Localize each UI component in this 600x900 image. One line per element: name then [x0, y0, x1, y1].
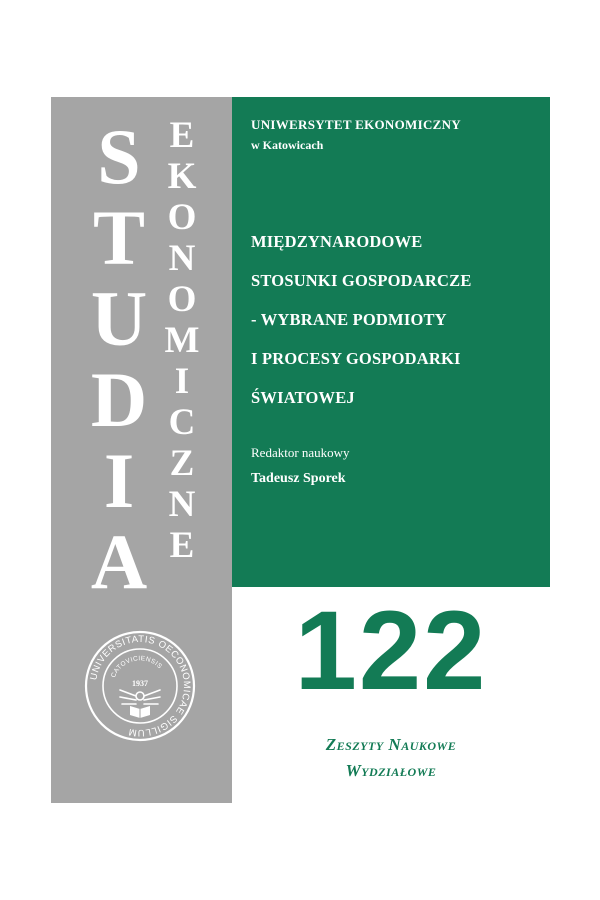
university-name: UNIWERSYTET EKONOMICZNY [251, 117, 461, 132]
studia-letter: U [90, 275, 148, 362]
ekonomiczne-letter: N [168, 484, 196, 525]
title-line: ŚWIATOWEJ [251, 388, 355, 407]
ekonomiczne-letter: Z [169, 443, 195, 484]
studia-letter: T [92, 194, 146, 281]
ekonomiczne-letter: C [168, 402, 196, 443]
book-title [251, 232, 472, 427]
ekonomiczne-letter: N [168, 238, 196, 279]
editor-label: Redaktor naukowy [251, 445, 350, 460]
university-city: w Katowicach [251, 138, 324, 152]
svg-text:CATOVICIENSIS [110, 655, 163, 679]
ekonomiczne-letter: K [167, 156, 197, 197]
series-name-line1: Zeszyty Naukowe [325, 735, 457, 754]
title-line: - WYBRANE PODMIOTY [251, 310, 447, 329]
seal-outer-text: UNIVERSITATIS OECONOMICAE SIGILLUM [88, 633, 193, 739]
cover-number-panel [232, 587, 550, 803]
seal-inner-text: CATOVICIENSIS [109, 655, 164, 679]
ekonomiczne-letter: M [164, 320, 200, 361]
ekonomiczne-letter: O [167, 197, 197, 238]
book-cover [51, 97, 550, 803]
ekonomiczne-letter: E [169, 115, 195, 156]
studia-letter: A [90, 518, 148, 605]
title-line: STOSUNKI GOSPODARCZE [251, 271, 472, 290]
ekonomiczne-letter: I [174, 361, 190, 402]
book-icon [130, 706, 150, 718]
ekonomiczne-letter: O [167, 279, 197, 320]
series-name-line2: Wydziałowe [345, 761, 437, 780]
university-seal [84, 630, 196, 742]
eagle-icon [120, 690, 160, 704]
studia-letter: D [90, 356, 148, 443]
cover-left-panel [51, 97, 232, 803]
cover-title-panel [232, 97, 550, 587]
volume-number: 122 [294, 588, 488, 713]
title-line: I PROCESY GOSPODARKI [251, 349, 461, 368]
ekonomiczne-letter: E [169, 525, 195, 566]
studia-letter: S [97, 113, 141, 200]
editor-name: Tadeusz Sporek [251, 471, 346, 486]
title-line: MIĘDZYNARODOWE [251, 232, 423, 251]
studia-letter: I [103, 437, 135, 524]
seal-year: 1937 [132, 679, 148, 688]
